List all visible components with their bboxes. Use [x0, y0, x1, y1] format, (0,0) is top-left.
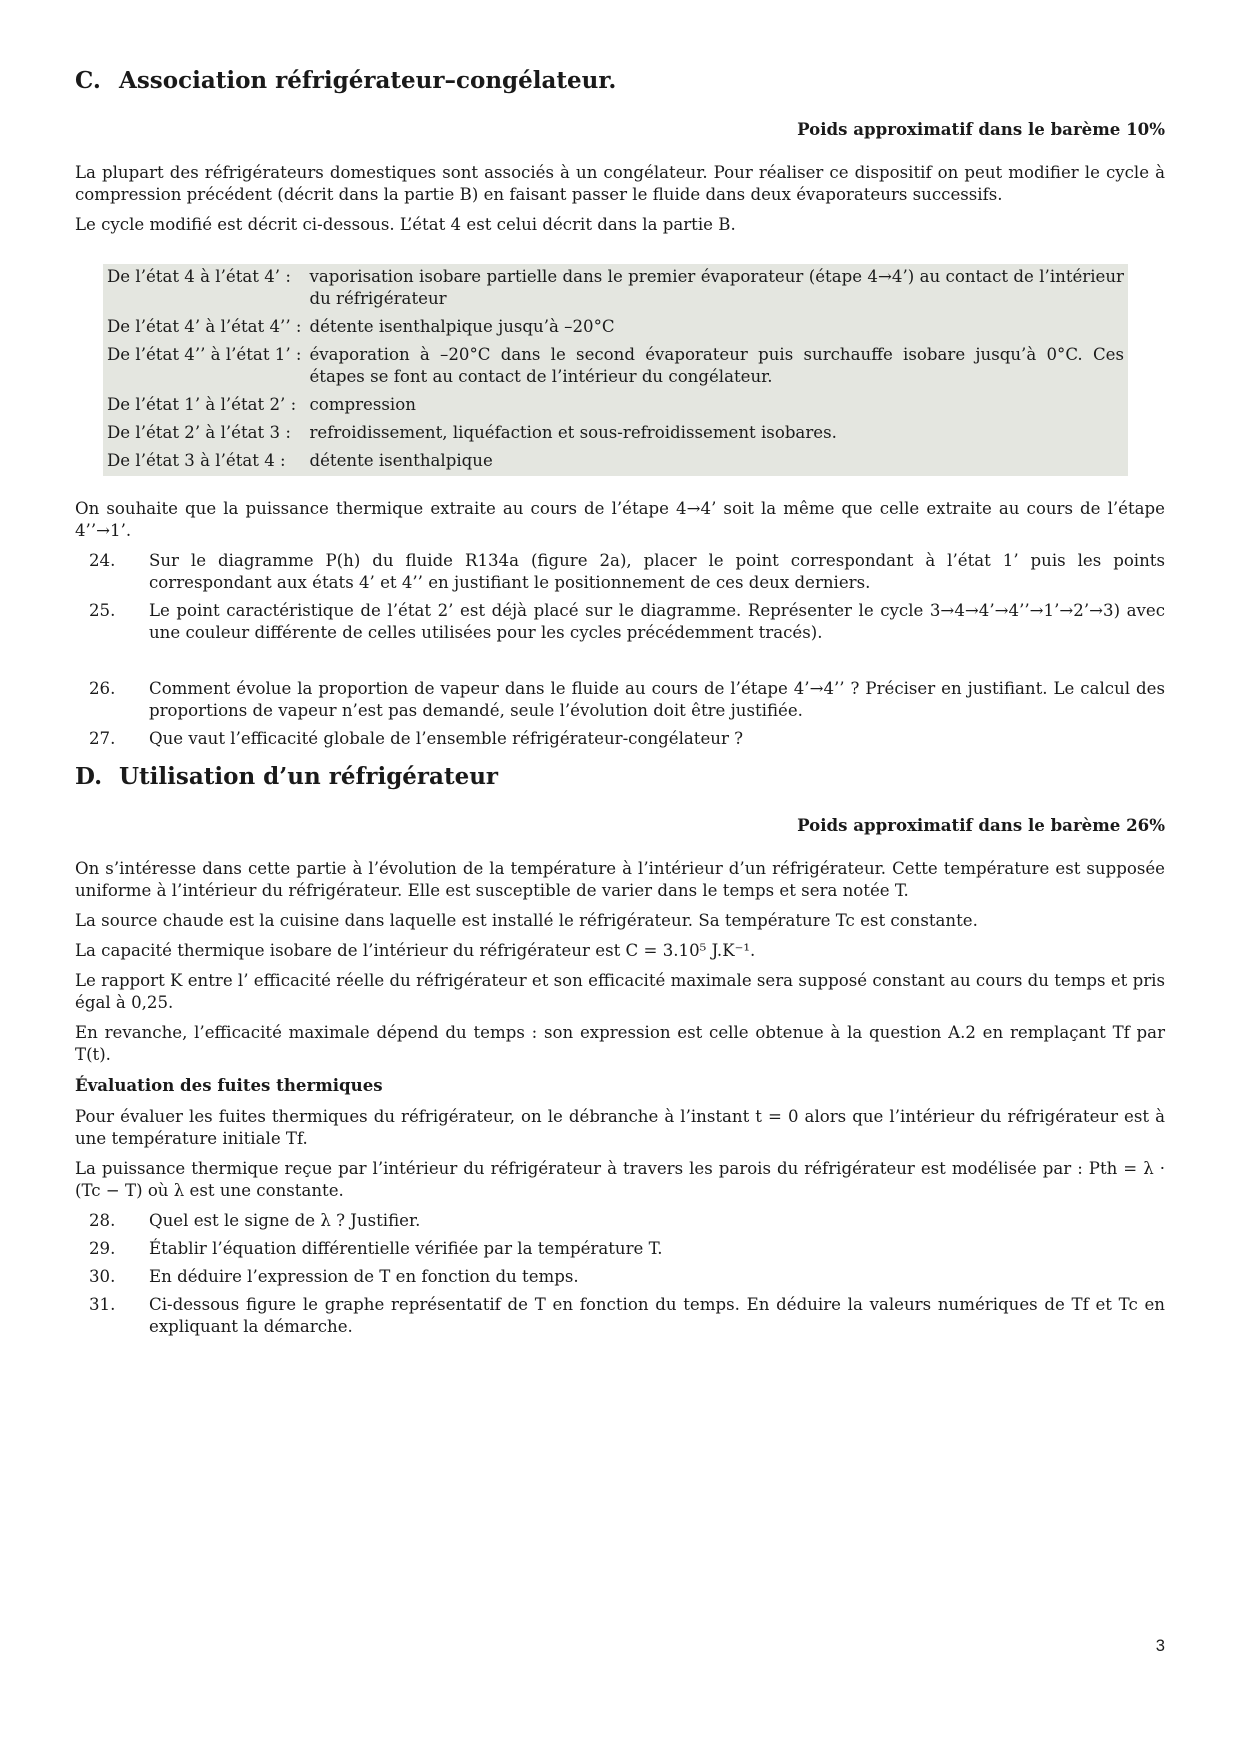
- section-d-p2: La source chaude est la cuisine dans laquelle est installé le réfrigérateur. Sa température Tc est constante.: [75, 911, 978, 930]
- question-text: Le point caractéristique de l’état 2’ est déjà placé sur le diagramme. Représenter le cycle 3→4→4’→4’’→1’→2’→3) avec une couleur différente de celles utilisées pour les cycles précédemment tracés).: [149, 601, 1165, 642]
- section-c-title: Association réfrigérateur–congélateur.: [119, 67, 617, 94]
- question-number: 27.: [89, 729, 116, 748]
- section-d-p6: Pour évaluer les fuites thermiques du réfrigérateur, on le débranche à l’instant t = 0 alors que l’intérieur du réfrigérateur est à une température initiale Tf.: [75, 1107, 1165, 1148]
- section-c-requirement: On souhaite que la puissance thermique extraite au cours de l’étape 4→4’ soit la même que celle extraite au cours de l’étape 4’’→1’.: [75, 499, 1165, 540]
- question-text: Sur le diagramme P(h) du fluide R134a (figure 2a), placer le point correspondant à l’état 1’ puis les points correspondant aux états 4’ et 4’’ en justifiant le positionnement de ces deux derniers.: [149, 551, 1165, 592]
- section-d-subheading: Évaluation des fuites thermiques: [75, 1075, 383, 1095]
- cycle-desc: détente isenthalpique: [309, 451, 493, 470]
- cycle-desc: compression: [309, 395, 416, 414]
- question-number: 26.: [89, 679, 116, 698]
- question-item: [75, 550, 1165, 594]
- section-d-p1: On s’intéresse dans cette partie à l’évolution de la température à l’intérieur d’un réfrigérateur. Cette température est supposée uniforme à l’intérieur du réfrigérateur. Elle est susceptible de varier dans le temps et sera notée T.: [75, 859, 1165, 900]
- cycle-step: De l’état 3 à l’état 4 :: [107, 451, 286, 470]
- question-spacer: [75, 650, 1165, 672]
- section-c-letter: C.: [75, 67, 101, 94]
- cycle-desc: refroidissement, liquéfaction et sous-refroidissement isobares.: [309, 423, 837, 442]
- section-d-p3: La capacité thermique isobare de l’intérieur du réfrigérateur est C = 3.10⁵ J.K⁻¹.: [75, 941, 756, 960]
- cycle-row: [103, 314, 1128, 342]
- cycle-row: [103, 392, 1128, 420]
- section-d-p4: Le rapport K entre l’ efficacité réelle du réfrigérateur et son efficacité maximale sera supposé constant au cours du temps et pris égal à 0,25.: [75, 971, 1165, 1012]
- section-d-questions: [75, 1210, 1165, 1338]
- section-c-questions: [75, 550, 1165, 750]
- question-item: [75, 1294, 1165, 1338]
- section-c-weight: Poids approximatif dans le barème 10%: [797, 119, 1165, 139]
- question-number: 31.: [89, 1295, 116, 1314]
- question-item: [75, 600, 1165, 644]
- cycle-row: [103, 264, 1128, 314]
- section-c-intro-2: Le cycle modifié est décrit ci-dessous. L’état 4 est celui décrit dans la partie B.: [75, 215, 736, 234]
- cycle-desc: détente isenthalpique jusqu’à –20°C: [309, 317, 615, 336]
- section-d-p5: En revanche, l’efficacité maximale dépend du temps : son expression est celle obtenue à la question A.2 en remplaçant Tf par T(t).: [75, 1023, 1165, 1064]
- section-d-heading: [75, 763, 1165, 790]
- cycle-step: De l’état 4 à l’état 4’ :: [107, 267, 291, 286]
- question-text: Comment évolue la proportion de vapeur dans le fluide au cours de l’étape 4’→4’’ ? Préciser en justifiant. Le calcul des proportions de vapeur n’est pas demandé, seule l’évolution doit être justifiée.: [149, 679, 1165, 720]
- section-c-heading: [75, 67, 1165, 94]
- question-number: 25.: [89, 601, 116, 620]
- question-item: [75, 1210, 1165, 1232]
- page-content: [75, 67, 1165, 1344]
- page-number: 3: [1155, 1636, 1165, 1655]
- section-d-title: Utilisation d’un réfrigérateur: [119, 763, 499, 790]
- question-number: 24.: [89, 551, 116, 570]
- question-text: Quel est le signe de λ ? Justifier.: [149, 1211, 421, 1230]
- cycle-step: De l’état 2’ à l’état 3 :: [107, 423, 291, 442]
- question-text: Établir l’équation différentielle vérifiée par la température T.: [149, 1239, 663, 1258]
- cycle-step: De l’état 1’ à l’état 2’ :: [107, 395, 297, 414]
- question-item: [75, 728, 1165, 750]
- question-item: [75, 1266, 1165, 1288]
- cycle-row: [103, 448, 1128, 476]
- cycle-step: De l’état 4’’ à l’état 1’ :: [107, 345, 302, 364]
- question-number: 29.: [89, 1239, 116, 1258]
- question-item: [75, 678, 1165, 722]
- section-d-letter: D.: [75, 763, 103, 790]
- cycle-row: [103, 342, 1128, 392]
- cycle-desc: évaporation à –20°C dans le second évaporateur puis surchauffe isobare jusqu’à 0°C. Ces étapes se font au contact de l’intérieur du congélateur.: [309, 345, 1124, 386]
- cycle-desc: vaporisation isobare partielle dans le premier évaporateur (étape 4→4’) au contact de l’intérieur du réfrigérateur: [309, 267, 1124, 308]
- question-number: 30.: [89, 1267, 116, 1286]
- section-c-intro-1: La plupart des réfrigérateurs domestiques sont associés à un congélateur. Pour réaliser ce dispositif on peut modifier le cycle à compression précédent (décrit dans la partie B) en faisant passer le fluide dans deux évaporateurs successifs.: [75, 163, 1165, 204]
- question-text: Que vaut l’efficacité globale de l’ensemble réfrigérateur-congélateur ?: [149, 729, 744, 748]
- question-text: En déduire l’expression de T en fonction du temps.: [149, 1267, 579, 1286]
- section-d-p7: La puissance thermique reçue par l’intérieur du réfrigérateur à travers les parois du réfrigérateur est modélisée par : Pth = λ · (Tc − T) où λ est une constante.: [75, 1159, 1165, 1200]
- cycle-row: [103, 420, 1128, 448]
- question-number: 28.: [89, 1211, 116, 1230]
- cycle-table: [103, 264, 1128, 476]
- section-d-weight: Poids approximatif dans le barème 26%: [797, 815, 1165, 835]
- question-text: Ci-dessous figure le graphe représentatif de T en fonction du temps. En déduire la valeurs numériques de Tf et Tc en expliquant la démarche.: [149, 1295, 1165, 1336]
- cycle-step: De l’état 4’ à l’état 4’’ :: [107, 317, 302, 336]
- question-item: [75, 1238, 1165, 1260]
